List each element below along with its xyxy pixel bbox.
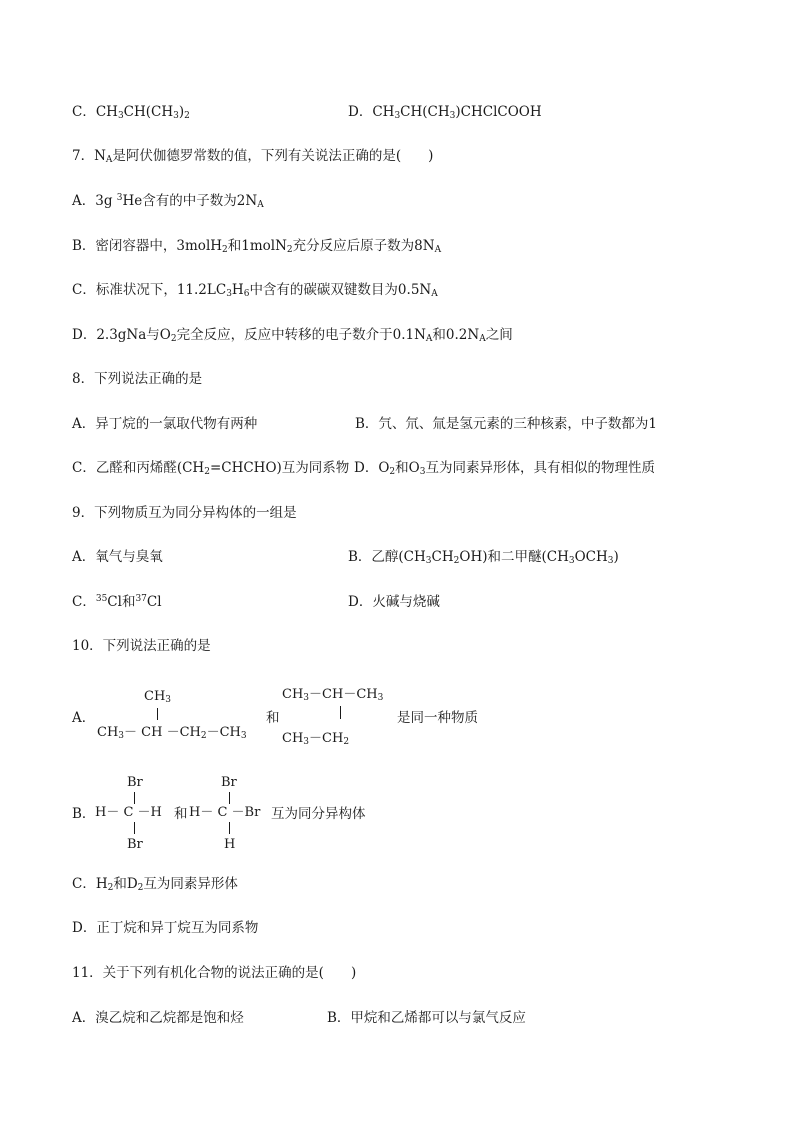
q8-option-d: D．$O_2$和$O_3$互为同素异形体，具有相似的物理性质 bbox=[354, 460, 655, 477]
q7-option-c: C．标准状况下，$11.2LC_3H_6$中含有的碳碳双键数目为$0.5N_A$ bbox=[72, 282, 438, 299]
q7-stem: 7．$N_A$是阿伏伽德罗常数的值，下列有关说法正确的是( ) bbox=[72, 148, 434, 165]
q10-option-b-and: 和 bbox=[174, 806, 188, 822]
q9-option-a: A．氧气与臭氧 bbox=[72, 549, 163, 565]
q9-stem: 9．下列物质互为同分异构体的一组是 bbox=[72, 505, 297, 521]
q10-option-a-label: A． bbox=[72, 710, 96, 726]
q11-stem: 11．关于下列有机化合物的说法正确的是( ) bbox=[72, 965, 357, 981]
q8-stem: 8．下列说法正确的是 bbox=[72, 371, 203, 387]
q7-option-b: B．密闭容器中，3molH$_2$和1molN$_2$充分反应后原子数为$8N_A$ bbox=[72, 238, 442, 255]
q10-option-d: D．正丁烷和异丁烷互为同系物 bbox=[72, 920, 259, 936]
q10-stem: 10．下列说法正确的是 bbox=[72, 638, 211, 654]
q8-option-c: C．乙醛和丙烯醛$(CH_2=CHCHO)$互为同系物 bbox=[72, 460, 350, 477]
q9-option-c: C．$^{35}$Cl和$^{37}$Cl bbox=[72, 594, 162, 610]
q6-option-c: C．$CH_3CH(CH_3)_2$ bbox=[72, 104, 190, 121]
q8-option-b: B．氕、氘、氚是氢元素的三种核素，中子数都为1 bbox=[355, 416, 658, 432]
q6-option-d: D．$CH_3CH(CH_3)CHClCOOH$ bbox=[348, 104, 542, 121]
q11-option-b: B．甲烷和乙烯都可以与氯气反应 bbox=[327, 1010, 526, 1026]
q10-option-c: C．$H_2$和$D_2$互为同素异形体 bbox=[72, 876, 238, 893]
q9-option-b: B．乙醇$(CH_3CH_2OH)$和二甲醚$(CH_3OCH_3)$ bbox=[348, 549, 619, 566]
q10-option-b-label: B． bbox=[72, 806, 96, 822]
q10-option-a-tail: 是同一种物质 bbox=[397, 710, 478, 726]
q8-option-a: A．异丁烷的一氯取代物有两种 bbox=[72, 416, 258, 432]
q11-option-a: A．溴乙烷和乙烷都是饱和烃 bbox=[72, 1010, 244, 1026]
q7-option-d: D．2.3gNa与$O_2$完全反应，反应中转移的电子数介于$0.1N_A$和$0.2N_A$之间 bbox=[72, 327, 513, 344]
q10-option-b-tail: 互为同分异构体 bbox=[271, 806, 366, 822]
q7-option-a: A．3g $^3$He含有的中子数为$2N_A$ bbox=[72, 193, 264, 210]
q9-option-d: D．火碱与烧碱 bbox=[348, 594, 440, 610]
q10-option-a-and: 和 bbox=[266, 710, 280, 726]
